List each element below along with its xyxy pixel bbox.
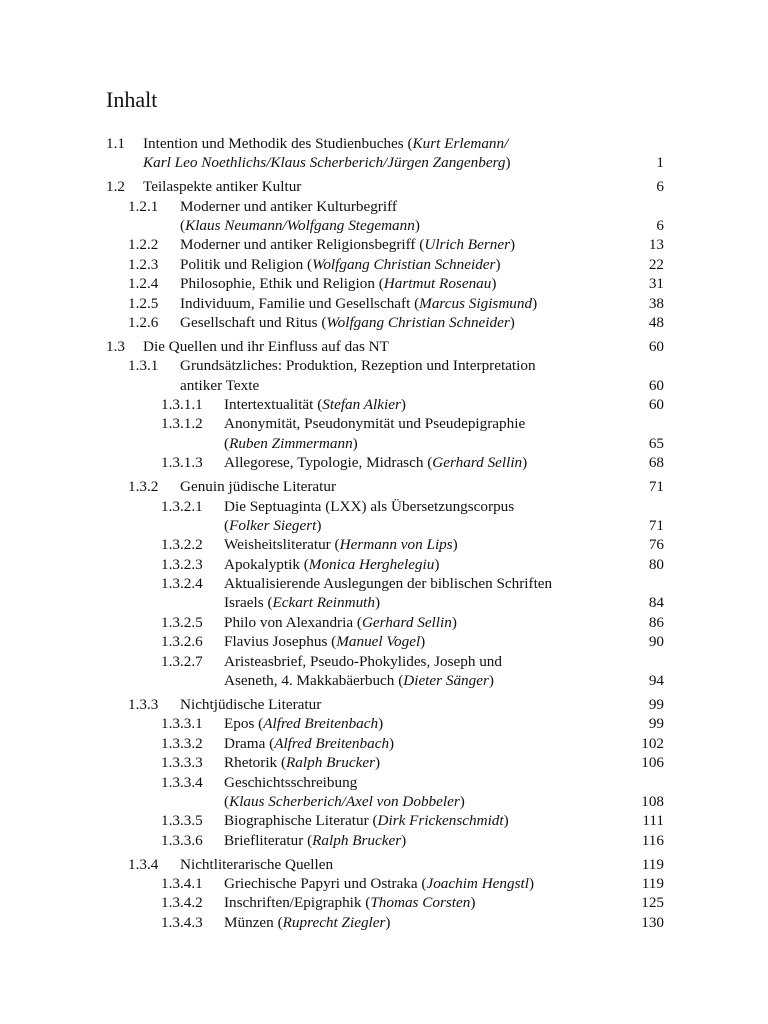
toc-entry-subsubsection — [0, 453, 768, 472]
toc-title: antiker Texte — [180, 376, 260, 394]
toc-number: 1.3.4.2 — [161, 894, 203, 912]
toc-title: Epos — [224, 715, 255, 733]
toc-entry-section — [0, 177, 768, 196]
toc-title: Intention und Methodik des Studienbuches — [143, 135, 404, 152]
toc-number: 1.3.4.3 — [161, 913, 203, 931]
toc-number: 1.2.2 — [128, 236, 159, 254]
toc-author: Klaus Neumann/Wolfgang Stegemann — [185, 217, 415, 235]
toc-page-number: 13 — [648, 236, 664, 254]
toc-entry-subsection — [0, 216, 768, 235]
toc-line: (Folker Siegert) — [224, 516, 322, 534]
toc-author: Ulrich Berner — [424, 236, 510, 254]
toc-entry-subsubsection — [0, 893, 768, 912]
toc-page-number: 102 — [641, 734, 664, 752]
toc-author: Marcus Sigismund — [419, 294, 533, 312]
toc-entry-subsection — [0, 477, 768, 496]
toc-page-number: 119 — [641, 874, 664, 892]
toc-entry-section — [0, 134, 768, 153]
toc-page-number: 86 — [648, 613, 664, 631]
toc-author: Gerhard Sellin — [432, 454, 523, 472]
toc-author: Ruben Zimmermann — [229, 434, 353, 452]
page-title: Inhalt — [106, 87, 158, 112]
toc-page-number: 68 — [648, 454, 664, 472]
toc-page-number: 38 — [648, 294, 664, 312]
toc-title: Rhetorik — [224, 754, 278, 772]
toc-title: Nichtjüdische Literatur — [180, 695, 322, 713]
toc-author: Dirk Frickenschmidt — [377, 812, 504, 830]
toc-title: Genuin jüdische Literatur — [180, 478, 337, 496]
toc-page-number: 106 — [641, 754, 664, 772]
toc-title: Biographische Literatur — [224, 812, 369, 830]
toc-author: Ralph Brucker — [286, 754, 376, 772]
toc-line: Philo von Alexandria (Gerhard Sellin) — [224, 613, 457, 631]
toc-title: Griechische Papyri und Ostraka — [224, 874, 418, 892]
toc-entry-subsection — [0, 255, 768, 274]
toc-author: Dieter Sänger — [403, 672, 489, 690]
toc-entry-section — [0, 153, 768, 172]
toc-entry-subsubsection — [0, 434, 768, 453]
toc-author: Kurt Erlemann/ — [412, 135, 509, 152]
toc-line: Intention und Methodik des Studienbuches (Kurt Erlemann/ — [143, 135, 509, 152]
toc-number: 1.3.1.1 — [161, 396, 203, 414]
toc-title: Drama — [224, 734, 266, 752]
toc-author: Folker Siegert — [229, 516, 317, 534]
toc-line: (Ruben Zimmermann) — [224, 434, 358, 452]
toc-page-number: 48 — [648, 314, 664, 332]
toc-page-number: 116 — [641, 831, 664, 849]
toc-page-number: 1 — [656, 154, 664, 172]
toc-author: Stefan Alkier — [322, 396, 401, 414]
toc-entry-subsubsection — [0, 593, 768, 612]
toc-author: Alfred Breitenbach — [263, 715, 379, 733]
toc-number: 1.3.2.3 — [161, 555, 203, 573]
toc-entry-subsection — [0, 313, 768, 332]
toc-page-number: 90 — [648, 633, 664, 651]
toc-page-number: 108 — [641, 792, 664, 810]
toc-line: Intertextualität (Stefan Alkier) — [224, 396, 406, 414]
toc-title: Allegorese, Typologie, Midrasch — [224, 454, 424, 472]
toc-line — [224, 652, 502, 671]
toc-title: Moderner und antiker Kulturbegriff — [180, 197, 397, 215]
toc-number: 1.3.2 — [128, 478, 159, 496]
toc-number: 1.3.3.6 — [161, 831, 203, 849]
toc-author: Eckart Reinmuth — [272, 594, 375, 612]
toc-line — [224, 497, 514, 516]
toc-page-number: 125 — [641, 894, 664, 912]
toc-entry-subsection — [0, 235, 768, 254]
toc-author: Hermann von Lips — [339, 536, 453, 554]
toc-page-number: 84 — [648, 594, 664, 612]
toc-entry-subsubsection — [0, 516, 768, 535]
toc-title: Aktualisierende Auslegungen der biblischen Schriften — [224, 575, 553, 593]
toc-title: Philosophie, Ethik und Religion — [180, 275, 375, 293]
toc-line: Inschriften/Epigraphik (Thomas Corsten) — [224, 894, 476, 912]
toc-title: Weisheitsliteratur — [224, 536, 331, 554]
toc-author: Gerhard Sellin — [361, 613, 452, 631]
toc-entry-section — [0, 337, 768, 356]
toc-entry-subsection — [0, 294, 768, 313]
toc-entry-subsubsection — [0, 497, 768, 516]
toc-number: 1.1 — [106, 135, 125, 152]
toc-line: Individuum, Familie und Gesellschaft (Marcus Sigismund) — [180, 294, 538, 312]
toc-page-number: 99 — [648, 715, 664, 733]
toc-number: 1.3.2.6 — [161, 633, 203, 651]
toc-line: Weisheitsliteratur (Hermann von Lips) — [224, 536, 458, 554]
toc-page-number: 60 — [648, 396, 664, 414]
toc-title: Gesellschaft und Ritus — [180, 314, 318, 332]
toc-page-number: 71 — [648, 478, 664, 496]
toc-line: Karl Leo Noethlichs/Klaus Scherberich/Jürgen Zangenberg) — [143, 154, 511, 172]
toc-line — [224, 414, 525, 433]
toc-title: Die Septuaginta (LXX) als Übersetzungscorpus — [224, 497, 515, 515]
toc-page-number: 6 — [656, 178, 664, 196]
toc-author: Karl Leo Noethlichs/Klaus Scherberich/Jürgen Zangenberg — [143, 154, 506, 172]
toc-title: Moderner und antiker Religionsbegriff — [180, 236, 416, 254]
toc-entry-subsubsection — [0, 652, 768, 671]
toc-line: Politik und Religion (Wolfgang Christian Schneider) — [180, 255, 501, 273]
toc-page-number: 80 — [648, 555, 664, 573]
toc-author: Thomas Corsten — [370, 894, 471, 912]
toc-author: Ralph Brucker — [312, 831, 402, 849]
toc-number: 1.3.3.3 — [161, 754, 203, 772]
toc-entry-subsection — [0, 274, 768, 293]
toc-entry-subsection — [0, 855, 768, 874]
toc-entry-subsection — [0, 197, 768, 216]
toc-author: Manuel Vogel — [336, 633, 421, 651]
toc-line: Philosophie, Ethik und Religion (Hartmut Rosenau) — [180, 275, 497, 293]
toc-title: Israels — [224, 594, 264, 612]
toc-author: Alfred Breitenbach — [274, 734, 390, 752]
toc-line — [180, 197, 397, 216]
toc-number: 1.2.6 — [128, 314, 159, 332]
toc-line: Drama (Alfred Breitenbach) — [224, 734, 395, 752]
toc-number: 1.3.3.5 — [161, 812, 203, 830]
toc-line — [180, 855, 333, 874]
toc-number: 1.2 — [106, 178, 125, 196]
toc-title: Grundsätzliches: Produktion, Rezeption und Interpretation — [180, 357, 536, 375]
toc-number: 1.3.1 — [128, 357, 159, 375]
toc-line: Gesellschaft und Ritus (Wolfgang Christian Schneider) — [180, 314, 515, 332]
toc-page-number: 111 — [642, 812, 664, 830]
toc-title: Inschriften/Epigraphik — [224, 894, 362, 912]
toc-entry-subsubsection — [0, 913, 768, 932]
toc-author: Wolfgang Christian Schneider — [312, 255, 496, 273]
toc-entry-subsubsection — [0, 734, 768, 753]
toc-author: Monica Herghelegiu — [308, 555, 435, 573]
toc-title: Aristeasbrief, Pseudo-Phokylides, Joseph und — [224, 652, 502, 670]
toc-page-number: 60 — [648, 337, 664, 355]
toc-entry-subsubsection — [0, 773, 768, 792]
toc-line: Allegorese, Typologie, Midrasch (Gerhard Sellin) — [224, 454, 528, 472]
toc-entry-subsubsection — [0, 395, 768, 414]
toc-line — [180, 356, 536, 375]
toc-number: 1.3.2.2 — [161, 536, 203, 554]
toc-number: 1.2.3 — [128, 255, 159, 273]
toc-title: Nichtliterarische Quellen — [180, 855, 334, 873]
toc-page-number: 31 — [648, 275, 664, 293]
toc-number: 1.3.2.4 — [161, 575, 203, 593]
toc-title: Aseneth, 4. Makkabäerbuch — [224, 672, 395, 690]
toc-entry-subsubsection — [0, 632, 768, 651]
toc-entry-subsubsection — [0, 714, 768, 733]
toc-page-number: 71 — [648, 516, 664, 534]
toc-page-number: 65 — [648, 434, 664, 452]
toc-line: Griechische Papyri und Ostraka (Joachim Hengstl) — [224, 874, 535, 892]
toc-page-number: 130 — [641, 913, 664, 931]
toc-number: 1.2.5 — [128, 294, 159, 312]
toc-line: Biographische Literatur (Dirk Frickenschmidt) — [224, 812, 509, 830]
toc-author: Wolfgang Christian Schneider — [326, 314, 510, 332]
toc-title: Die Quellen und ihr Einfluss auf das NT — [143, 337, 389, 355]
toc-title: Flavius Josephus — [224, 633, 328, 651]
toc-number: 1.3 — [106, 337, 125, 355]
toc-entry-subsection — [0, 695, 768, 714]
toc-entry-subsubsection — [0, 874, 768, 893]
toc-entry-subsubsection — [0, 574, 768, 593]
table-of-contents — [0, 134, 768, 932]
toc-title: Individuum, Familie und Gesellschaft — [180, 294, 411, 312]
toc-entry-subsection — [0, 376, 768, 395]
toc-author: Klaus Scherberich/Axel von Dobbeler — [229, 792, 460, 810]
toc-line — [180, 695, 321, 714]
toc-entry-subsection — [0, 356, 768, 375]
toc-number: 1.3.4 — [128, 855, 159, 873]
toc-entry-subsubsection — [0, 792, 768, 811]
toc-entry-subsubsection — [0, 414, 768, 433]
toc-line: Israels (Eckart Reinmuth) — [224, 594, 381, 612]
toc-line — [180, 477, 336, 496]
toc-number: 1.3.2.1 — [161, 497, 203, 515]
toc-line — [143, 177, 301, 196]
toc-number: 1.3.1.2 — [161, 415, 203, 433]
toc-title: Briefliteratur — [224, 831, 304, 849]
toc-title: Teilaspekte antiker Kultur — [143, 178, 302, 196]
toc-page-number: 94 — [648, 672, 664, 690]
toc-entry-subsubsection — [0, 613, 768, 632]
toc-line: Münzen (Ruprecht Ziegler) — [224, 913, 391, 931]
toc-line — [180, 376, 259, 395]
toc-title: Geschichtsschreibung — [224, 773, 358, 791]
toc-number: 1.3.3 — [128, 695, 159, 713]
toc-title: Apokalyptik — [224, 555, 300, 573]
toc-title: Intertextualität — [224, 396, 314, 414]
toc-line: Apokalyptik (Monica Herghelegiu) — [224, 555, 440, 573]
toc-entry-subsubsection — [0, 555, 768, 574]
toc-page-number: 99 — [648, 695, 664, 713]
toc-entry-subsubsection — [0, 811, 768, 830]
toc-line: Rhetorik (Ralph Brucker) — [224, 754, 381, 772]
toc-entry-subsubsection — [0, 535, 768, 554]
toc-number: 1.3.2.5 — [161, 613, 203, 631]
toc-entry-subsubsection — [0, 831, 768, 850]
toc-line — [224, 773, 357, 792]
toc-number: 1.3.1.3 — [161, 454, 203, 472]
toc-title: Philo von Alexandria — [224, 613, 354, 631]
toc-title: Münzen — [224, 913, 274, 931]
toc-page-number: 22 — [648, 255, 664, 273]
toc-title: Anonymität, Pseudonymität und Pseudepigraphie — [224, 415, 526, 433]
toc-number: 1.3.3.1 — [161, 715, 203, 733]
toc-number: 1.2.1 — [128, 197, 159, 215]
toc-line: Aseneth, 4. Makkabäerbuch (Dieter Sänger) — [224, 672, 494, 690]
toc-author: Joachim Hengstl — [426, 874, 529, 892]
toc-number: 1.3.4.1 — [161, 874, 203, 892]
toc-line: (Klaus Scherberich/Axel von Dobbeler) — [224, 792, 465, 810]
toc-entry-subsubsection — [0, 753, 768, 772]
toc-line: (Klaus Neumann/Wolfgang Stegemann) — [180, 217, 420, 235]
toc-page-number: 76 — [648, 536, 664, 554]
toc-line: Epos (Alfred Breitenbach) — [224, 715, 384, 733]
toc-title: Politik und Religion — [180, 255, 304, 273]
toc-page-number: 60 — [648, 376, 664, 394]
toc-line — [143, 337, 389, 356]
toc-author: Hartmut Rosenau — [383, 275, 492, 293]
toc-number: 1.2.4 — [128, 275, 159, 293]
toc-author: Ruprecht Ziegler — [282, 913, 386, 931]
toc-number: 1.3.3.2 — [161, 734, 203, 752]
toc-number: 1.3.2.7 — [161, 652, 203, 670]
toc-number: 1.3.3.4 — [161, 773, 203, 791]
toc-line: Briefliteratur (Ralph Brucker) — [224, 831, 407, 849]
toc-line: Moderner und antiker Religionsbegriff (Ulrich Berner) — [180, 236, 516, 254]
toc-page-number: 6 — [656, 217, 664, 235]
toc-line — [224, 574, 552, 593]
toc-page-number: 119 — [641, 855, 664, 873]
toc-entry-subsubsection — [0, 671, 768, 690]
toc-line: Flavius Josephus (Manuel Vogel) — [224, 633, 426, 651]
